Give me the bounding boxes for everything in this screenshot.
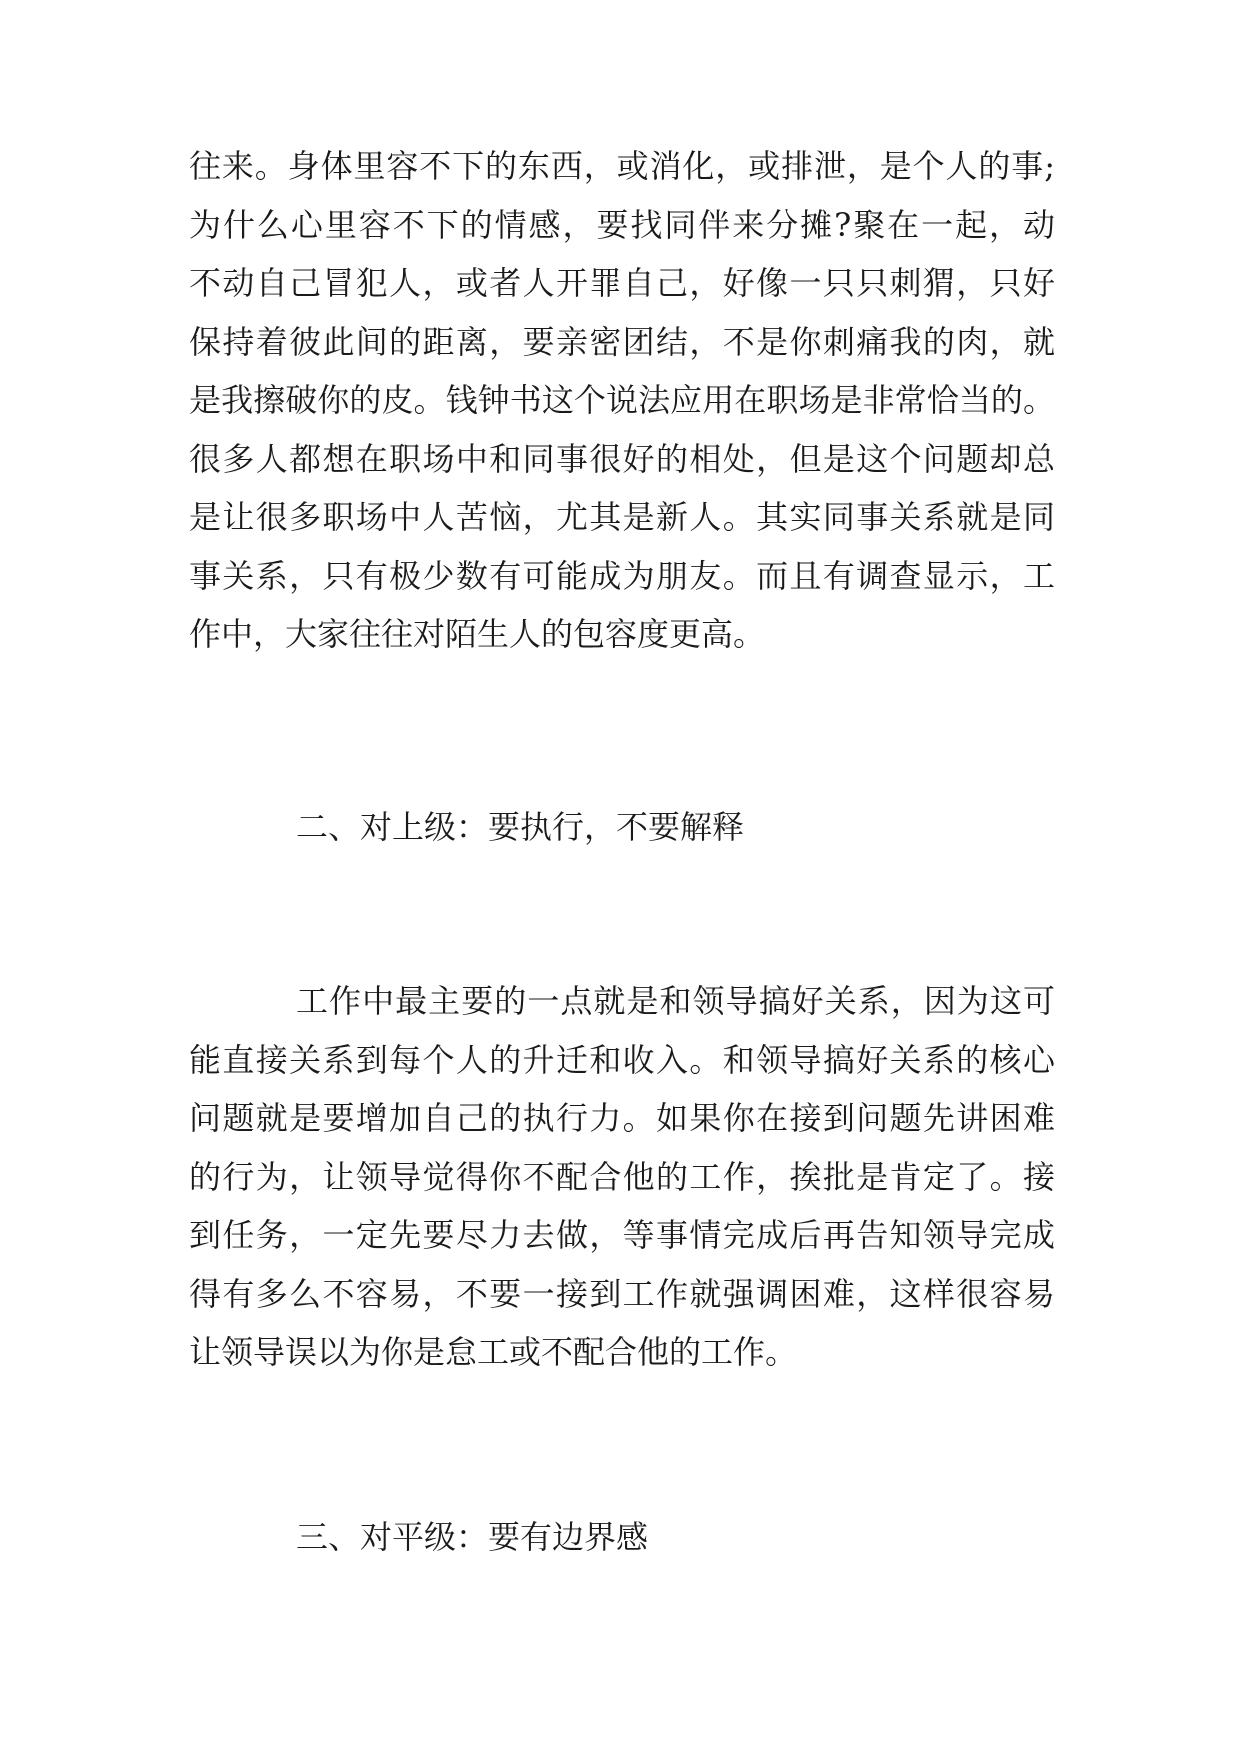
text-line: 作中，大家往往对陌生人的包容度更高。 xyxy=(189,615,766,653)
text-line: 工作中最主要的一点就是和领导搞好关系，因为这可 xyxy=(296,982,1055,1020)
paragraph-superior-relations xyxy=(189,972,1055,1382)
section-heading-peer: 三、对平级：要有边界感 xyxy=(296,1518,649,1556)
text-line: 的行为，让领导觉得你不配合他的工作，挨批是肯定了。接 xyxy=(189,1157,1055,1196)
text-line: 是让很多职场中人苦恼，尤其是新人。其实同事关系就是同 xyxy=(189,498,1055,536)
text-line: 能直接关系到每个人的升迁和收入。和领导搞好关系的核心 xyxy=(189,1040,1055,1079)
paragraph-colleague-relations xyxy=(189,137,1055,664)
text-line: 为什么心里容不下的情感，要找同伴来分摊?聚在一起，动 xyxy=(189,205,1055,244)
text-line: 不动自己冒犯人，或者人开罪自己，好像一只只刺猬，只好 xyxy=(189,264,1055,302)
text-line: 往来。身体里容不下的东西，或消化，或排泄，是个人的事; xyxy=(189,147,1055,185)
text-line: 得有多么不容易，不要一接到工作就强调困难，这样很容易 xyxy=(189,1274,1055,1313)
text-line: 是我擦破你的皮。钱钟书这个说法应用在职场是非常恰当的。 xyxy=(189,381,1055,419)
section-heading-superior: 二、对上级：要执行，不要解释 xyxy=(296,808,745,846)
text-line: 事关系，只有极少数有可能成为朋友。而且有调查显示，工 xyxy=(189,556,1055,595)
text-line: 保持着彼此间的距离，要亲密团结，不是你刺痛我的肉，就 xyxy=(189,322,1055,361)
text-line: 很多人都想在职场中和同事很好的相处，但是这个问题却总 xyxy=(189,439,1055,478)
text-line: 问题就是要增加自己的执行力。如果你在接到问题先讲困难 xyxy=(189,1099,1055,1137)
text-line: 让领导误以为你是怠工或不配合他的工作。 xyxy=(189,1333,798,1371)
text-line: 到任务，一定先要尽力去做，等事情完成后再告知领导完成 xyxy=(189,1216,1055,1254)
